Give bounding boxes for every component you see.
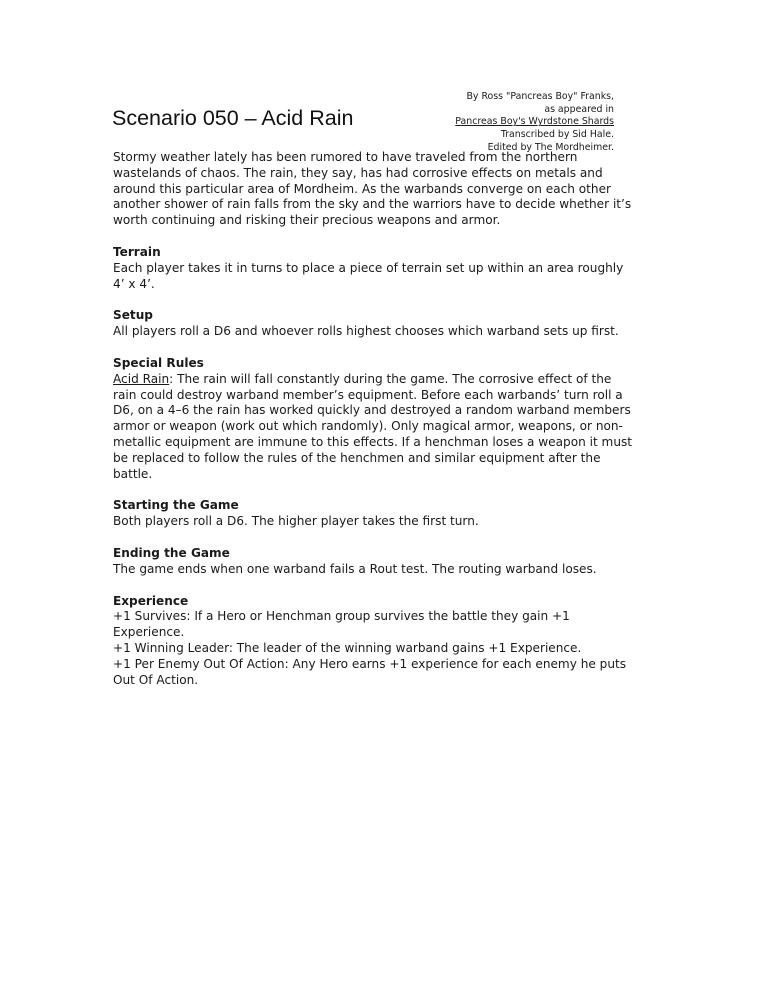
special-rules-section xyxy=(113,356,633,482)
special-rules-paragraph xyxy=(113,372,633,483)
experience-item: +1 Winning Leader: The leader of the winning warband gains +1 Experience. xyxy=(113,640,582,655)
credits-transcriber: Transcribed by Sid Hale. xyxy=(500,129,614,141)
acid-rain-rule-name: Acid Rain xyxy=(113,371,170,386)
credits-editor: Edited by The Mordheimer. xyxy=(487,141,614,153)
experience-heading: Experience xyxy=(113,593,189,608)
page-title: Scenario 050 – Acid Rain xyxy=(112,106,354,130)
credits-author: By Ross "Pancreas Boy" Franks, xyxy=(466,91,614,102)
experience-item: +1 Survives: If a Hero or Henchman group survives the battle they gain +1 Experience. xyxy=(113,609,570,640)
starting-section xyxy=(113,498,633,530)
setup-text: All players roll a D6 and whoever rolls highest chooses which warband sets up first. xyxy=(113,324,619,339)
terrain-section xyxy=(113,245,633,292)
credits-block xyxy=(455,91,614,155)
credits-appeared: as appeared in xyxy=(544,103,614,115)
document-body xyxy=(113,150,633,688)
acid-rain-rule-text: : The rain will fall constantly during the game. The corrosive effect of the rain could destroy warband member’s equipment. Before each warbands’ turn roll a D6, on a 4–6 the rain has worked quickly and destroyed a random warband members armor or weapon (work out which randomly). Only magical armor, weapons, or non-metallic equipment are immune to this effects. If a henchman loses a weapon it must be replaced to follow the rules of the henchmen and similar equipment after the battle. xyxy=(113,371,633,481)
ending-text: The game ends when one warband fails a Rout test. The routing warband loses. xyxy=(113,561,597,576)
starting-heading: Starting the Game xyxy=(113,498,239,513)
experience-item: +1 Per Enemy Out Of Action: Any Hero earns +1 experience for each enemy he puts Out Of Action. xyxy=(113,656,627,687)
experience-section xyxy=(113,594,633,689)
special-rules-heading: Special Rules xyxy=(113,355,204,370)
setup-heading: Setup xyxy=(113,308,153,323)
terrain-heading: Terrain xyxy=(113,244,161,259)
starting-text: Both players roll a D6. The higher player takes the first turn. xyxy=(113,514,479,529)
credits-source-link[interactable]: Pancreas Boy's Wyrdstone Shards xyxy=(455,116,614,128)
ending-heading: Ending the Game xyxy=(113,545,230,560)
setup-section xyxy=(113,308,633,340)
terrain-text: Each player takes it in turns to place a piece of terrain set up within an area roughly 4’ x 4’. xyxy=(113,260,624,291)
intro-paragraph: Stormy weather lately has been rumored to have traveled from the northern wastelands of chaos. The rain, they say, has had corrosive effects on metals and around this particular area of Mordheim. As the warbands converge on each other another shower of rain falls from the sky and the warriors have to decide whether it’s worth continuing and risking their precious weapons and armor. xyxy=(113,150,632,228)
ending-section xyxy=(113,546,633,578)
